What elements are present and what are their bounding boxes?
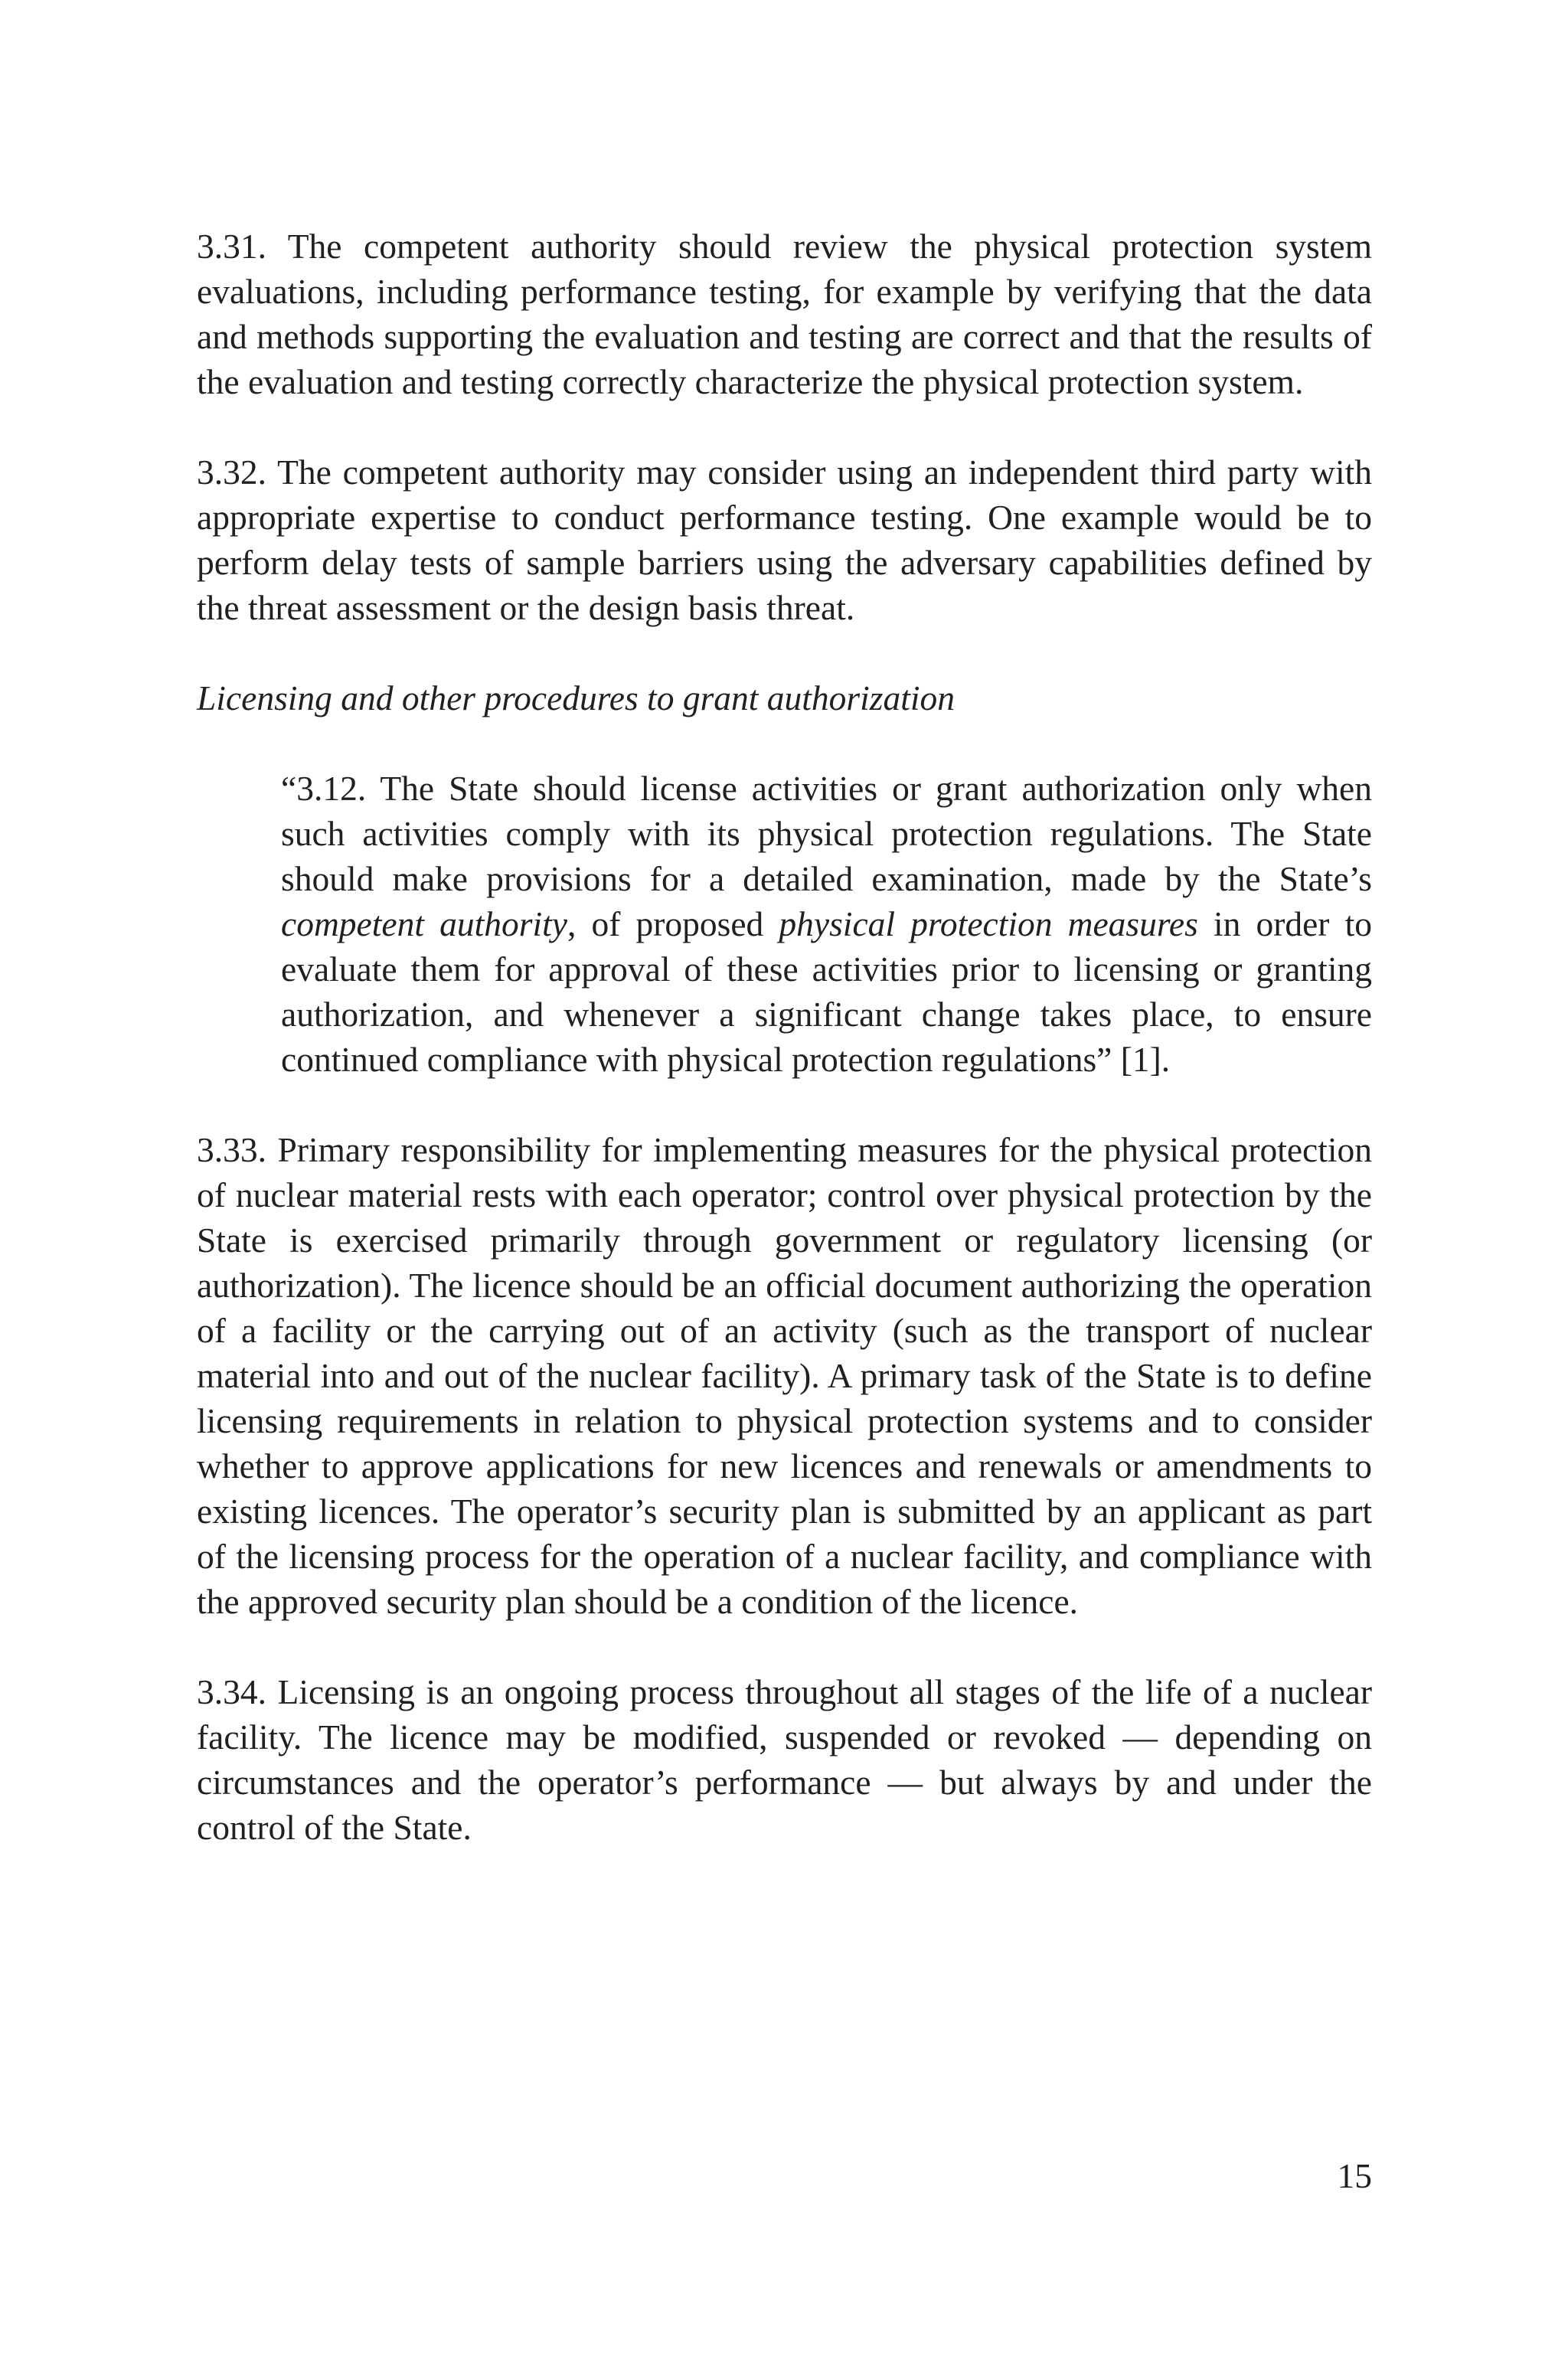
paragraph-text: Licensing is an ongoing process throughout all stages of the life of a nuclear facility. The licence may be modified, suspended or revoked — depending on circumstances and the operator’s performance — but always by and under the control of the State. [197,1672,1373,1847]
paragraph-number: 3.32. [197,453,266,492]
page-number: 15 [1337,2156,1372,2195]
paragraph-number: 3.33. [197,1130,266,1169]
paragraph-3-34 [197,1669,1372,1850]
block-quote [281,766,1372,1082]
quote-text: “3.12. The State should license activities or grant authorization only when such activities comply with its physical protection regulations. The State should make provisions for a detailed examination, made by the State’s [281,769,1372,898]
paragraph-number: 3.31. [197,227,266,266]
paragraph-spacer [197,1624,1372,1669]
paragraph-3-33 [197,1127,1372,1624]
quote-text: , of proposed [567,904,779,943]
paragraph-spacer [197,630,1372,675]
paragraph-3-32 [197,449,1372,630]
paragraph-3-31 [197,224,1372,404]
paragraph-number: 3.34. [197,1672,266,1711]
paragraph-spacer [197,721,1372,766]
quote-text: in order to evaluate them for approval of these activities prior to licensing or granting authorization, and whenever a significant change takes place, to ensure continued compliance with physical protection regulations” [1]. [281,904,1372,1079]
paragraph-spacer [197,1082,1372,1127]
paragraph-text: The competent authority should review the physical protection system evaluations, including performance testing, for example by verifying that the data and methods supporting the evaluation and testing are correct and that the results of the evaluation and testing correctly characterize the physical protection system. [197,227,1372,401]
paragraph-text: The competent authority may consider using an independent third party with appropriate expertise to conduct performance testing. One example would be to perform delay tests of sample barriers using the adversary capabilities defined by the threat assessment or the design basis threat. [197,453,1372,627]
page-content [197,224,1372,1850]
section-heading: Licensing and other procedures to grant authorization [197,678,956,717]
quote-italic-term: physical protection measures [779,904,1198,943]
quote-italic-term: competent authority [281,904,567,943]
paragraph-text: Primary responsibility for implementing measures for the physical protection of nuclear material rests with each operator; control over physical protection by the State is exercised primarily through government or regulatory licensing (or authorization). The licence should be an official document authorizing the operation of a facility or the carrying out of an activity (such as the transport of nuclear material into and out of the nuclear facility). A primary task of the State is to define licensing requirements in relation to physical protection systems and to consider whether to approve applications for new licences and renewals or amendments to existing licences. The operator’s security plan is submitted by an applicant as part of the licensing process for the operation of a nuclear facility, and compliance with the approved security plan should be a condition of the licence. [197,1130,1373,1621]
paragraph-spacer [197,404,1372,449]
